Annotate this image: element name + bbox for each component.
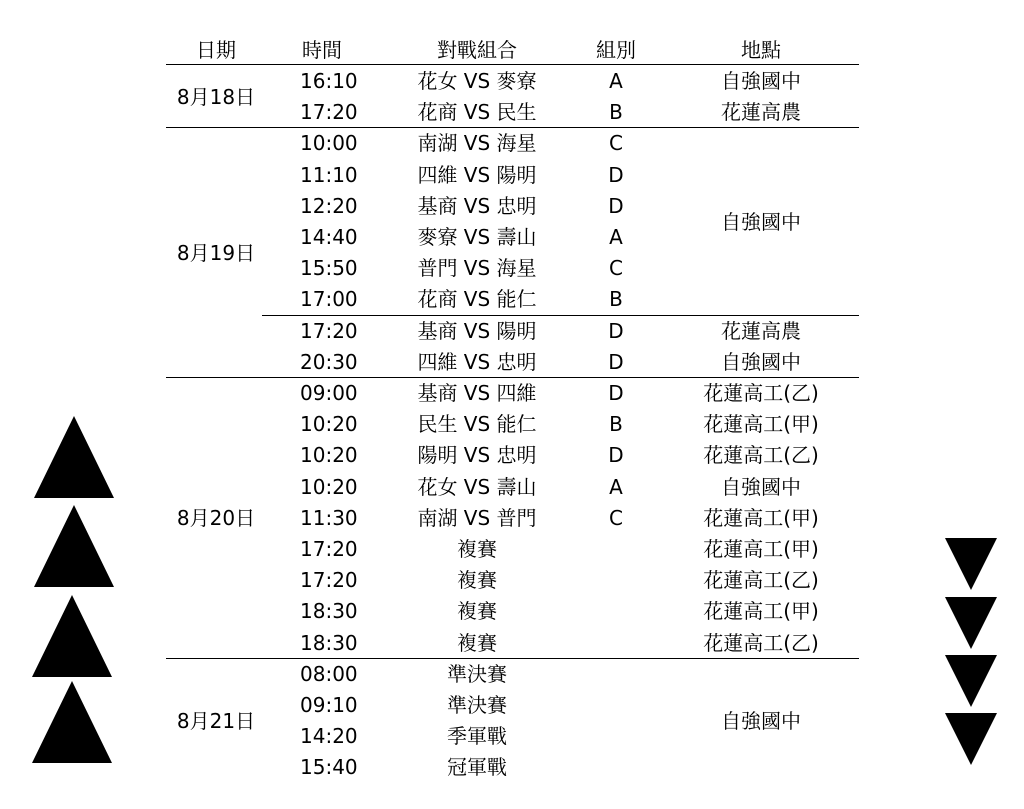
match-cell: 準決賽 [447,661,507,686]
group-cell: D [608,162,624,187]
match-cell: 南湖 VS 海星 [417,131,537,156]
match-cell: 四維 VS 陽明 [417,162,537,187]
group-cell: D [608,349,624,374]
venue-cell: 自強國中 [721,69,801,93]
venue-cell-merged: 自強國中 [721,708,801,733]
match-cell: 基商 VS 四維 [417,381,537,405]
venue-cell: 自強國中 [721,349,801,374]
group-cell: A [609,225,623,249]
match-cell: 花商 VS 能仁 [417,287,537,312]
time-cell: 10:00 [300,131,358,156]
match-cell: 基商 VS 陽明 [417,318,537,343]
triangle-down-icon [945,597,997,649]
time-cell: 09:00 [300,381,358,405]
venue-cell: 花蓮高工(乙) [703,568,819,593]
time-cell: 20:30 [300,349,358,374]
venue-cell-merged: 自強國中 [721,209,801,234]
venue-cell: 花蓮高工(甲) [703,505,819,530]
venue-cell: 花蓮高工(甲) [703,412,819,437]
time-cell: 11:10 [300,162,358,187]
group-cell: B [609,412,623,437]
triangle-up-icon [32,595,112,677]
match-cell: 麥寮 VS 壽山 [417,225,537,249]
time-cell: 17:20 [300,318,358,343]
date-divider [166,658,859,659]
group-cell: B [609,100,623,125]
header-time: 時間 [302,38,342,62]
group-cell: A [609,474,623,499]
time-cell: 15:40 [300,755,358,780]
venue-cell: 花蓮高農 [721,318,801,343]
time-cell: 17:00 [300,287,358,312]
time-cell: 10:20 [300,443,358,468]
time-cell: 16:10 [300,69,358,93]
match-cell: 花商 VS 民生 [417,100,537,125]
group-cell: D [608,193,624,218]
venue-cell: 花蓮高農 [721,100,801,125]
header-divider [166,64,859,65]
time-cell: 17:20 [300,537,358,561]
venue-cell: 花蓮高工(乙) [703,381,819,405]
match-cell: 季軍戰 [447,724,507,749]
date-cell: 8月19日 [176,240,256,265]
match-cell: 基商 VS 忠明 [417,193,537,218]
match-cell: 準決賽 [447,693,507,717]
time-cell: 10:20 [300,412,358,437]
time-cell: 10:20 [300,474,358,499]
venue-cell: 花蓮高工(甲) [703,537,819,561]
venue-cell: 自強國中 [721,474,801,499]
match-cell: 冠軍戰 [447,755,507,780]
group-cell: C [609,256,623,281]
time-cell: 11:30 [300,505,358,530]
header-date: 日期 [196,38,236,62]
date-cell: 8月21日 [176,708,256,733]
triangle-up-icon [32,681,112,763]
time-cell: 14:40 [300,225,358,249]
match-cell: 複賽 [457,568,497,593]
date-cell: 8月18日 [176,84,256,109]
match-cell: 複賽 [457,537,497,561]
header-venue: 地點 [741,38,781,62]
group-cell: D [608,318,624,343]
match-cell: 複賽 [457,630,497,655]
venue-cell: 花蓮高工(乙) [703,443,819,468]
group-cell: B [609,287,623,312]
venue-cell: 花蓮高工(甲) [703,599,819,624]
time-cell: 12:20 [300,193,358,218]
triangle-down-icon [945,713,997,765]
header-match: 對戰組合 [437,38,517,62]
triangle-up-icon [34,505,114,587]
group-cell: D [608,381,624,405]
match-cell: 四維 VS 忠明 [417,349,537,374]
date-cell: 8月20日 [176,505,256,530]
match-cell: 陽明 VS 忠明 [417,443,537,468]
time-cell: 17:20 [300,100,358,125]
group-cell: D [608,443,624,468]
time-cell: 15:50 [300,256,358,281]
time-cell: 18:30 [300,630,358,655]
group-cell: C [609,505,623,530]
match-cell: 民生 VS 能仁 [417,412,537,437]
group-cell: A [609,69,623,93]
time-cell: 08:00 [300,661,358,686]
time-cell: 14:20 [300,724,358,749]
header-group: 組別 [596,38,636,62]
match-cell: 南湖 VS 普門 [417,505,537,530]
match-cell: 花女 VS 麥寮 [417,69,537,93]
group-cell: C [609,131,623,156]
time-cell: 18:30 [300,599,358,624]
time-cell: 17:20 [300,568,358,593]
match-cell: 複賽 [457,599,497,624]
triangle-up-icon [34,416,114,498]
match-cell: 普門 VS 海星 [417,256,537,281]
venue-cell: 花蓮高工(乙) [703,630,819,655]
triangle-down-icon [945,655,997,707]
time-cell: 09:10 [300,693,358,717]
table-header [0,36,1024,66]
triangle-down-icon [945,538,997,590]
match-cell: 花女 VS 壽山 [417,474,537,499]
row-divider [262,315,859,316]
